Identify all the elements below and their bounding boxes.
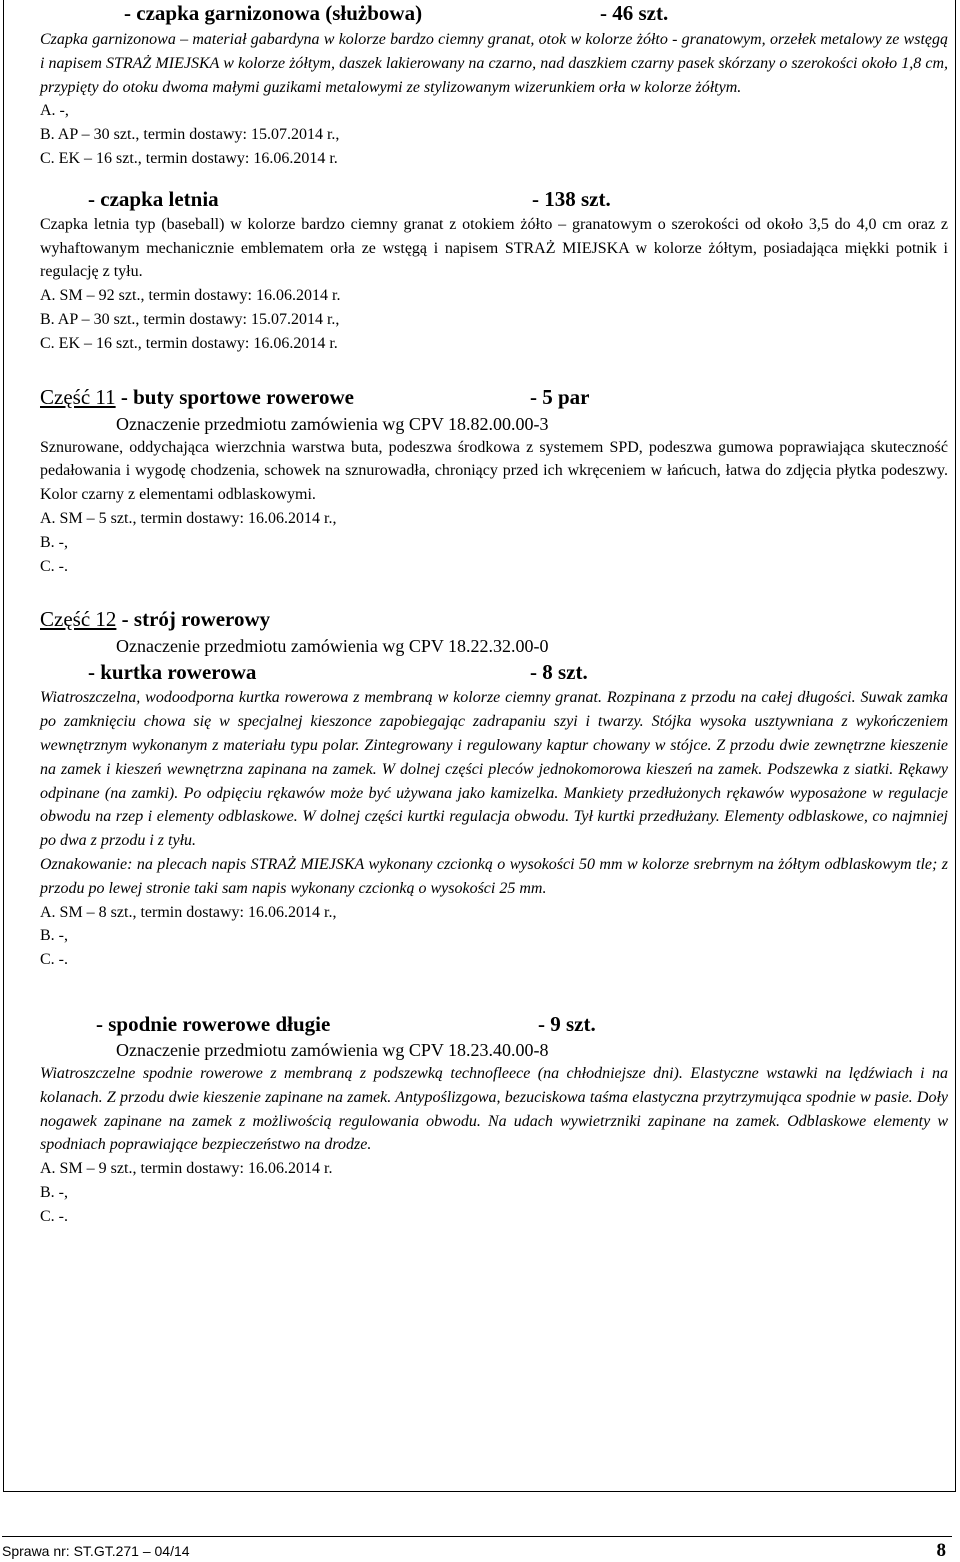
delivery-line-b: B. -,: [40, 1183, 68, 1201]
delivery-line-a: A. SM – 8 szt., termin dostawy: 16.06.2014 r.,: [40, 903, 337, 921]
delivery-line-c: C. EK – 16 szt., termin dostawy: 16.06.2014 r.: [40, 334, 338, 352]
delivery-line-c: C. EK – 16 szt., termin dostawy: 16.06.2014 r.: [40, 149, 338, 167]
page-footer: [2, 1536, 952, 1559]
delivery-line-a: A. -,: [40, 102, 69, 120]
delivery-line-a: A. SM – 5 szt., termin dostawy: 16.06.2014 r.,: [40, 509, 337, 527]
item-heading-garrison-cap: [40, 1, 948, 28]
part-title: - buty sportowe rowerowe: [120, 384, 354, 409]
item-marking: Oznakowanie: na plecach napis STRAŻ MIEJSKA wykonany czcionką o wysokości 50 mm w kolorze srebrnym na żółtym odblaskowym tle; z przodu po lewej stronie taki sam napis wykonany czcionką o wysokości 25 mm.: [40, 855, 948, 897]
item-quantity: - 138 szt.: [532, 186, 611, 211]
cpv-code: Oznaczenie przedmiotu zamówienia wg CPV 18.23.40.00-8: [116, 1039, 549, 1060]
item-heading-pants: [40, 1010, 948, 1038]
case-reference: Sprawa nr: ST.GT.271 – 04/14: [2, 1543, 190, 1559]
cpv-code: Oznaczenie przedmiotu zamówienia wg CPV 18.22.32.00-0: [116, 636, 549, 657]
delivery-line-b: B. -,: [40, 927, 68, 945]
item-description: Czapka garnizonowa – materiał gabardyna w kolorze bardzo ciemny granat, otok w kolorze żółto - granatowym, orzełek metalowy ze wstęgą i napisem STRAŻ MIEJSKA w kolorze żółtym, daszek lakierowany na czarno, nad daszkiem czarny pasek skórzany o szerokości około 1,8 cm, przypięty do otoku dwoma małymi guzikami metalowymi ze stylizowanym wizerunkiem orła w kolorze żółtym.: [40, 31, 948, 96]
delivery-line-b: B. -,: [40, 533, 68, 551]
delivery-line-b: B. AP – 30 szt., termin dostawy: 15.07.2014 r.,: [40, 310, 340, 328]
part-11-heading: [40, 382, 948, 412]
item-heading-jacket: [40, 658, 948, 686]
part-quantity: - 5 par: [530, 384, 590, 409]
item-name: - czapka garnizonowa (służbowa): [124, 1, 423, 25]
item-quantity: - 46 szt.: [600, 1, 669, 25]
item-description: Czapka letnia typ (baseball) w kolorze bardzo ciemny granat z otokiem żółto – granatowym o szerokości od około 3,5 do 4,0 cm oraz z wyhaftowanym mechanicznie emblematem orła ze wstęgą i napisem STRAŻ MIEJSKA w kolorze żółtym, posiadająca miękki potnik i regulację z tyłu.: [40, 215, 948, 281]
part-12-heading: [40, 604, 948, 634]
item-name: - czapka letnia: [88, 186, 219, 211]
document-body: [40, 1, 948, 1228]
delivery-line-a: A. SM – 9 szt., termin dostawy: 16.06.2014 r.: [40, 1160, 333, 1178]
delivery-line-c: C. -.: [40, 557, 68, 575]
item-description: Wiatroszczelne spodnie rowerowe z membraną z podszewką technofleece (na chłodniejsze dni). Elastyczne wstawki na lędźwiach i na kolanach. Z przodu dwie kieszenie zapinane na zamek. Antypoślizgowa, bezuciskowa taśma elastyczna przytrzymująca spodnie w pasie. Doły nogawek zapinane na zamek z możliwością regulowania obwodu. Na udach wywietrzniki zapinane na zamek. Odblaskowe elementy w spodniach poprawiające bezpieczeństwo na drodze.: [40, 1064, 948, 1154]
delivery-line-c: C. -.: [40, 951, 68, 969]
part-label: Część 11: [40, 384, 116, 409]
cpv-code: Oznaczenie przedmiotu zamówienia wg CPV 18.82.00.00-3: [116, 413, 549, 434]
delivery-line-c: C. -.: [40, 1207, 68, 1225]
item-heading-summer-cap: [40, 185, 948, 213]
item-quantity: - 9 szt.: [538, 1011, 596, 1036]
part-title: - strój rowerowy: [121, 607, 271, 632]
delivery-line-a: A. SM – 92 szt., termin dostawy: 16.06.2014 r.: [40, 287, 341, 305]
page-number: 8: [936, 1540, 946, 1561]
delivery-line-b: B. AP – 30 szt., termin dostawy: 15.07.2014 r.,: [40, 126, 340, 144]
item-name: - spodnie rowerowe długie: [96, 1011, 331, 1036]
item-description: Wiatroszczelna, wodoodporna kurtka rowerowa z membraną w kolorze ciemny granat. Rozpinana z przodu na całej długości. Suwak zamka po zamknięciu chowa się w specjalnej kieszonce zapobiegając zadrapaniu szyi i twarzy. Stójka wysoka usztywniana z wykończeniem wewnętrznym wykonanym z materiału typu polar. Zintegrowany i regulowany kaptur chowany w stójce. Z przodu dwie zewnętrzne kieszenie na zamek i kieszeń wewnętrzna zapinana na zamek. W dolnej części pleców jednokomorowa kieszeń na zamek. Podszewka z siatki. Rękawy odpinane (na zamki). Po odpięciu rękawów może być używana jako kamizelka. Mankiety przedłużonych rękawów wyposażone w regulacje obwodu na rzep i elementy odblaskowe. W dolnej części kurtki regulacja obwodu. Tył kurtki przedłużany. Elementy odblaskowe, co najmniej po dwa z przodu i z tyłu.: [40, 689, 948, 850]
part-label: Część 12: [40, 607, 117, 632]
item-name: - kurtka rowerowa: [88, 660, 257, 685]
item-quantity: - 8 szt.: [530, 660, 588, 685]
item-description: Sznurowane, oddychająca wierzchnia warstwa buta, podeszwa środkowa z systemem SPD, podeszwa gumowa poprawiająca skuteczność pedałowania i wygodę chodzenia, schowek na sznurowadła, chroniący przed ich wkręceniem w łańcuch, łatwa do zdjęcia płytka podeszwy. Kolor czarny z elementami odblaskowymi.: [40, 438, 948, 504]
